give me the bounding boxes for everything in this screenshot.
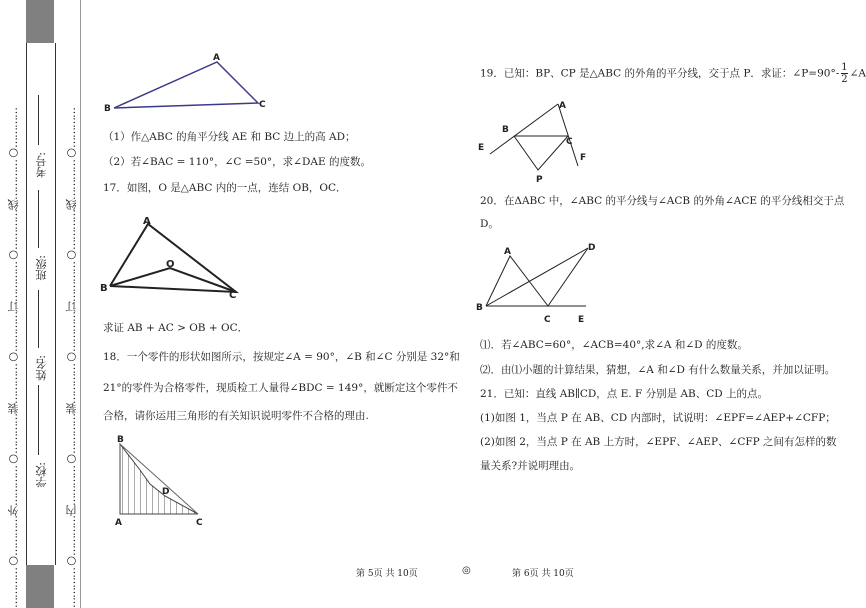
figure-label: A: [504, 247, 511, 257]
figure-label: F: [580, 153, 587, 163]
figure-q19: [478, 96, 598, 186]
exam-no-field-label: 考号:: [35, 152, 48, 178]
gutter-bar-bottom: [26, 565, 54, 608]
figure-label: P: [536, 175, 543, 185]
figure-q20: [474, 236, 604, 326]
name-field-line: [38, 290, 39, 348]
page-6-footer: 第 6页 共 10页: [512, 569, 574, 579]
q20-part-1: ⑴．若∠ABC=60°，∠ACB=40°,求∠A 和∠D 的度数。: [480, 339, 748, 351]
figure-label: A: [559, 101, 566, 111]
q19-fraction: [841, 62, 847, 85]
q18-line-1: 18．一个零件的形状如图所示，按规定∠A = 90°，∠B 和∠C 分别是 32°和: [103, 351, 460, 363]
q19-question: [480, 62, 866, 85]
q19-text: 19．已知：BP、CP 是△ABC 的外角的平分线，交于点 P．求证：∠P=90°-: [480, 67, 840, 80]
figure-label: E: [478, 143, 485, 153]
q19-frac-den: 2: [841, 74, 848, 85]
figure-label: C: [196, 518, 203, 528]
figure-label: B: [502, 125, 509, 135]
figure-label: B: [117, 435, 124, 445]
figure-label: B: [100, 283, 108, 294]
school-field-line: [38, 385, 39, 455]
figure-label: O: [166, 259, 175, 270]
q20-line-2: D。: [480, 218, 499, 230]
figure-label: E: [578, 315, 585, 325]
inner-seal-line: …………○…………内…………○…………装…………○…………订…………○…………线…………○…………: [65, 108, 78, 608]
class-field-line: [38, 190, 39, 248]
q17-question: 17．如图，O 是△ABC 内的一点，连结 OB，OC．: [103, 182, 347, 194]
q18-line-3: 合格，请你运用三角形的有关知识说明零件不合格的理由.: [103, 410, 369, 422]
figure-label: A: [213, 53, 220, 63]
q19-frac-num: 1: [841, 62, 848, 73]
figure-q16-triangle: [100, 52, 280, 114]
q20-part-2: ⑵．由⑴小题的计算结果，猜想，∠A 和∠D 有什么数量关系，并加以证明。: [480, 364, 836, 376]
figure-label: C: [229, 290, 237, 301]
figure-label: C: [544, 315, 551, 325]
figure-label: A: [115, 518, 122, 528]
figure-label: C: [259, 100, 266, 110]
figure-label: D: [588, 243, 596, 253]
outer-seal-line: …………○…………外…………○…………装…………○…………订…………○…………线…………○…………: [7, 108, 20, 608]
binding-margin: [0, 0, 100, 608]
gutter-bar-top: [26, 0, 54, 43]
q16-part-2: （2）若∠BAC = 110°，∠C =50°，求∠DAE 的度数。: [103, 156, 371, 168]
page-5-footer: 第 5页 共 10页: [356, 569, 418, 579]
q21-line-3: (2)如图 2，当点 P 在 AB 上方时，∠EPF、∠AEP、∠CFP 之间有怎样的数: [480, 436, 837, 448]
figure-q17-triangle: [98, 212, 248, 302]
class-field-label: 班级:: [35, 255, 48, 281]
q21-line-4: 量关系?并说明理由。: [480, 460, 581, 472]
q20-line-1: 20．在ΔABC 中，∠ABC 的平分线与∠ACB 的外角∠ACE 的平分线相交于点: [480, 195, 845, 207]
name-field-label: 姓名:: [35, 355, 48, 381]
figure-label: D: [162, 487, 170, 497]
figure-label: B: [104, 104, 111, 114]
center-mark: ◎: [462, 565, 471, 576]
school-field-label: 学校:: [35, 462, 48, 488]
q18-line-2: 21°的零件为合格零件，现质检工人量得∠BDC = 149°，就断定这个零件不: [103, 382, 458, 394]
exam-no-field-line: [38, 95, 39, 145]
figure-label: A: [143, 216, 151, 227]
binding-divider: [80, 0, 81, 608]
figure-label: C: [566, 137, 573, 147]
q19-tail: ∠A: [849, 67, 866, 80]
q17-prove: 求证 AB + AC > OB + OC．: [103, 322, 249, 334]
q16-part-1: （1）作△ABC 的角平分线 AE 和 BC 边上的高 AD；: [103, 131, 356, 143]
figure-label: B: [476, 303, 483, 313]
q21-line-1: 21．已知：直线 AB∥CD，点 E. F 分别是 AB、CD 上的点。: [480, 388, 769, 400]
figure-q18-part: [110, 432, 220, 527]
q21-line-2: (1)如图 1，当点 P 在 AB、CD 内部时，试说明：∠EPF=∠AEP+∠CFP；: [480, 412, 836, 424]
